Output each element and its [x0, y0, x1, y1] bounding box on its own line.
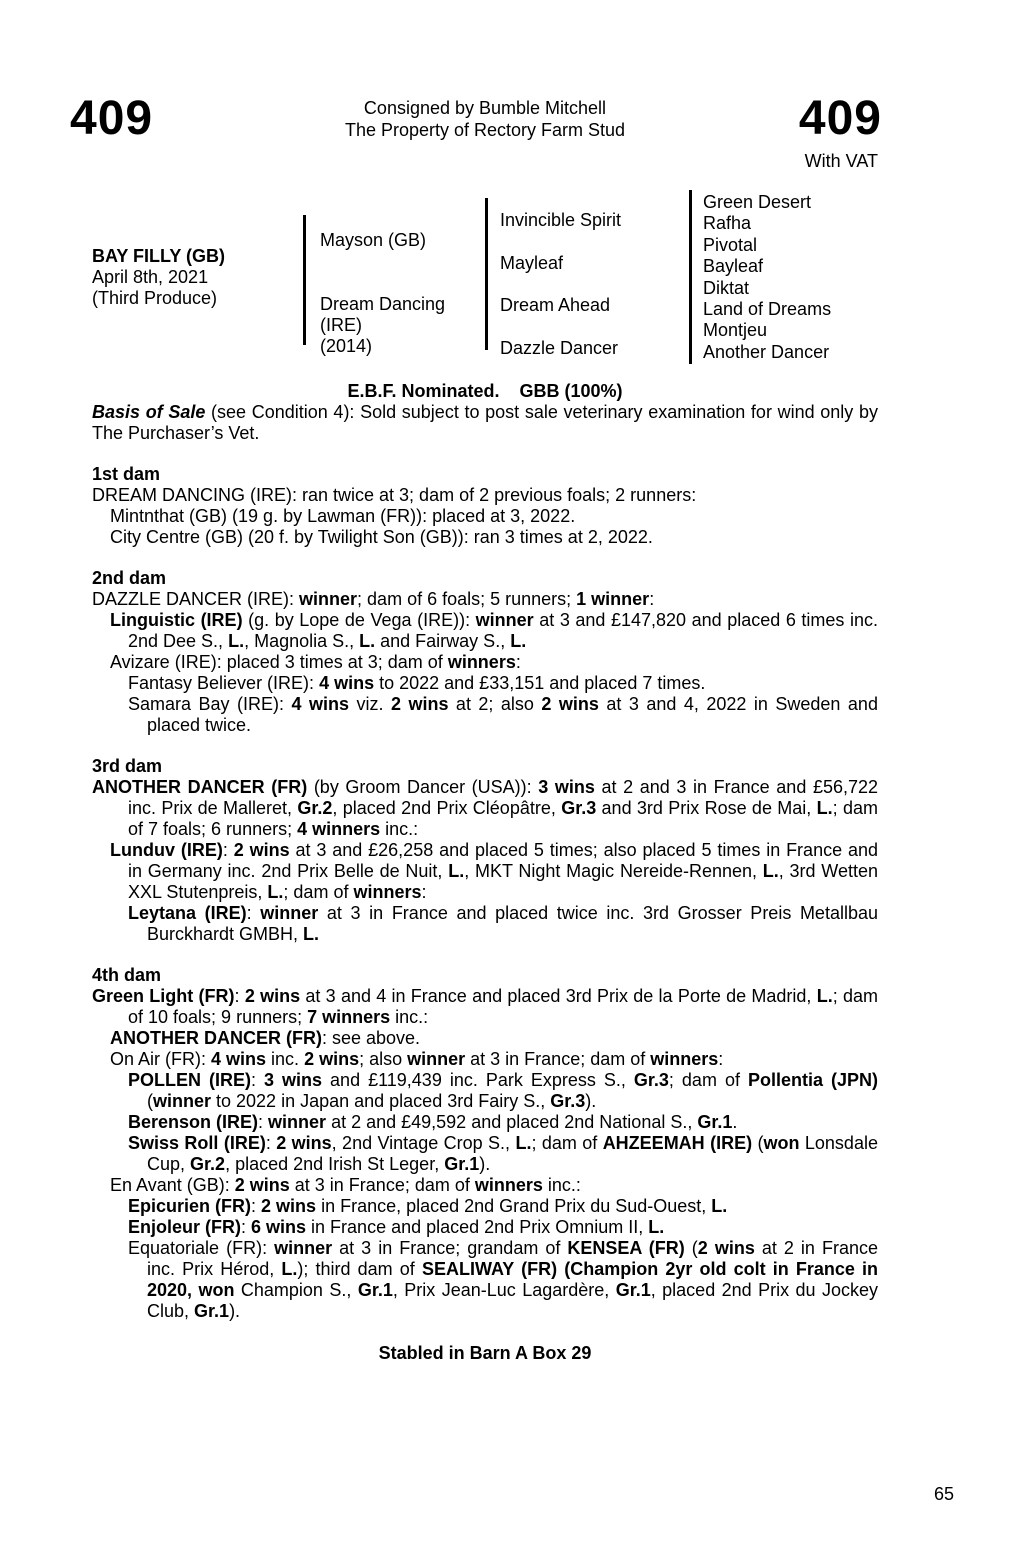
plain-text: . [732, 1112, 738, 1132]
emphasized-text: 2 wins [261, 1196, 317, 1216]
pedigree-paragraph [92, 1070, 878, 1112]
plain-text: at 3 in France; dam of [289, 1175, 475, 1195]
emphasized-text: winners [474, 1175, 543, 1195]
pedigree-paragraph [92, 1238, 878, 1322]
emphasized-text: L. [267, 882, 284, 902]
dam-section-heading: 1st dam [92, 464, 161, 484]
emphasized-text: L. [762, 861, 779, 881]
dam-section-heading: 3rd dam [92, 756, 163, 776]
emphasized-text: 2 wins [304, 1049, 360, 1069]
dam-sections [92, 464, 878, 1322]
plain-text: ; dam of [531, 1133, 603, 1153]
pedigree-paragraph [92, 903, 878, 945]
emphasized-text: winner [299, 589, 358, 609]
dam-name-line: Dream Dancing [320, 294, 446, 314]
plain-text: DAZZLE DANCER (IRE): [92, 589, 300, 609]
pedigree-paragraph [92, 485, 878, 506]
pedigree-paragraph [92, 694, 878, 736]
plain-text: inc. [266, 1049, 305, 1069]
emphasized-text: Swiss Roll (IRE) [128, 1133, 266, 1153]
emphasized-text: 2 wins [276, 1133, 332, 1153]
plain-text: viz. [348, 694, 391, 714]
plain-text: , placed 2nd Prix du Jockey Club, [147, 1280, 879, 1321]
emphasized-text: 2 wins [541, 694, 599, 714]
grandparent-name: Dream Ahead [500, 295, 611, 316]
plain-text: : [234, 986, 245, 1006]
pedigree-paragraph [92, 652, 878, 673]
pedigree-divider-2 [485, 198, 488, 350]
emphasized-text: Green Light (FR) [92, 986, 235, 1006]
vat-note: With VAT [804, 151, 878, 171]
great-grandparent-name: Land of Dreams [703, 299, 832, 320]
emphasized-text: Gr.2 [297, 798, 333, 818]
plain-text: ; dam of 6 foals; 5 runners; [357, 589, 577, 609]
pedigree-paragraph [92, 1175, 878, 1196]
emphasized-text: L. [303, 924, 320, 944]
property-of-line: The Property of Rectory Farm Stud [344, 120, 626, 140]
plain-text: at 2 in France inc. Prix Hérod, [147, 1238, 878, 1279]
plain-text: ); third dam of [297, 1259, 422, 1279]
plain-text: at 3 in France and placed twice inc. 3rd Grosser Preis Metallbau Burckhardt GMBH, [147, 903, 878, 944]
plain-text: : see above. [321, 1028, 421, 1048]
emphasized-text: Gr.2 [190, 1154, 226, 1174]
pedigree-divider-1 [303, 215, 306, 345]
plain-text: ( [684, 1238, 698, 1258]
great-grandparent-name: Bayleaf [703, 256, 764, 277]
emphasized-text: Gr.1 [697, 1112, 733, 1132]
lot-number-left: 409 [70, 92, 154, 145]
plain-text: : [251, 1070, 265, 1090]
emphasized-text: winners [447, 652, 516, 672]
plain-text: ; dam of 7 foals; 6 runners; [128, 798, 878, 839]
emphasized-text: L. [510, 631, 527, 651]
emphasized-text: won [763, 1133, 800, 1153]
plain-text: to 2022 and £33,151 and placed 7 times. [374, 673, 706, 693]
dam-name-line: (IRE) [320, 315, 362, 335]
plain-text: ). [479, 1154, 491, 1174]
plain-text: at 3 and £147,820 and placed 6 times inc. 2nd Dee S., [128, 610, 878, 651]
grandparents-column [500, 199, 621, 370]
pedigree-paragraph [92, 1028, 878, 1049]
emphasized-text: 2 wins [234, 1175, 290, 1195]
great-grandparent-name: Green Desert [703, 192, 812, 212]
plain-text: Avizare (IRE): placed 3 times at 3; dam of [110, 652, 448, 672]
plain-text: ; dam of 10 foals; 9 runners; [128, 986, 878, 1027]
pedigree-paragraph [92, 777, 878, 840]
emphasized-text: L. [711, 1196, 728, 1216]
pedigree-paragraph [92, 986, 878, 1028]
emphasized-text: L. [228, 631, 245, 651]
emphasized-text: Leytana (IRE) [128, 903, 247, 923]
pedigree-table [92, 190, 878, 368]
emphasized-text: L. [816, 798, 833, 818]
grandparent-name: Invincible Spirit [500, 210, 622, 230]
pedigree-paragraph [92, 1133, 878, 1175]
plain-text: Equatoriale (FR): [128, 1238, 275, 1258]
page-number: 65 [933, 1484, 954, 1504]
plain-text: at 3 and £26,258 and placed 5 times; also placed 5 times in France and in Germany inc. 2nd Prix Belle de Nuit, [128, 840, 878, 881]
plain-text: : [222, 840, 234, 860]
emphasized-text: winner [274, 1238, 333, 1258]
emphasized-text: Gr.3 [561, 798, 597, 818]
plain-text: : [251, 1196, 262, 1216]
pedigree-paragraph [92, 1049, 878, 1070]
emphasized-text: Berenson (IRE) [128, 1112, 259, 1132]
emphasized-text: 2 wins [390, 694, 449, 714]
consignor-block [345, 97, 625, 141]
pedigree-paragraph [92, 1112, 878, 1133]
plain-text: to 2022 in Japan and placed 3rd Fairy S., [211, 1091, 551, 1111]
emphasized-text: winner [268, 1112, 327, 1132]
dam-name-line: (2014) [320, 336, 373, 356]
emphasized-text: Gr.3 [633, 1070, 669, 1090]
emphasized-text: L. [515, 1133, 532, 1153]
plain-text: ). [229, 1301, 241, 1321]
great-grandparent-name: Pivotal [703, 234, 758, 255]
great-grandparent-name: Diktat [703, 277, 750, 298]
plain-text: at 3 and 4, 2022 in Sweden and placed twice. [147, 694, 878, 735]
catalogue-content [92, 190, 878, 1364]
plain-text: : [258, 1112, 269, 1132]
emphasized-text: Linguistic (IRE) [110, 610, 243, 630]
pedigree-paragraph [92, 840, 878, 903]
pedigree-paragraph [92, 589, 878, 610]
great-grandparent-name: Rafha [703, 213, 752, 234]
subject-horse-block [92, 246, 225, 309]
plain-text: : [241, 1217, 252, 1237]
plain-text: in France and placed 2nd Prix Omnium II, [306, 1217, 649, 1237]
plain-text: Samara Bay (IRE): [128, 694, 292, 714]
plain-text: and £119,439 inc. Park Express S., [322, 1070, 634, 1090]
plain-text: : [649, 589, 655, 609]
basis-of-sale-label: Basis of Sale [92, 402, 206, 422]
emphasized-text: winner [407, 1049, 466, 1069]
pedigree-paragraph [92, 1196, 878, 1217]
emphasized-text: POLLEN (IRE) [128, 1070, 251, 1090]
emphasized-text: 4 winners [297, 819, 381, 839]
emphasized-text: 1 winner [576, 589, 650, 609]
emphasized-text: winner [475, 610, 534, 630]
plain-text: En Avant (GB): [110, 1175, 235, 1195]
emphasized-text: AHZEEMAH (IRE) [602, 1133, 753, 1153]
pedigree-paragraph [92, 673, 878, 694]
emphasized-text: 3 wins [264, 1070, 323, 1090]
emphasized-text: 3 wins [538, 777, 595, 797]
emphasized-text: ANOTHER DANCER (FR) [110, 1028, 322, 1048]
plain-text: at 3 in France; dam of [465, 1049, 651, 1069]
emphasized-text: L. [448, 861, 465, 881]
plain-text: Mintnthat (GB) (19 g. by Lawman (FR)): placed at 3, 2022. [110, 506, 576, 526]
plain-text: at 2 and 3 in France and £56,722 inc. Prix de Malleret, [128, 777, 879, 818]
plain-text: ( [147, 1091, 153, 1111]
ebf-nomination-line: E.B.F. Nominated. GBB (100%) [347, 381, 623, 401]
emphasized-text: Gr.1 [357, 1280, 393, 1300]
emphasized-text: 4 wins [211, 1049, 267, 1069]
plain-text: : [265, 1133, 277, 1153]
dam-section-heading: 2nd dam [92, 568, 167, 588]
consigned-by-line: Consigned by Bumble Mitchell [363, 98, 607, 118]
plain-text: and 3rd Prix Rose de Mai, [596, 798, 817, 818]
great-grandparent-name: Another Dancer [703, 341, 830, 362]
grandparent-name: Dazzle Dancer [500, 338, 619, 359]
plain-text: ). [585, 1091, 597, 1111]
pedigree-paragraph [92, 1217, 878, 1238]
plain-text: City Centre (GB) (20 f. by Twilight Son (GB)): ran 3 times at 2, 2022. [110, 527, 653, 547]
emphasized-text: KENSEA (FR) [567, 1238, 685, 1258]
pedigree-paragraph [92, 527, 878, 548]
plain-text: , placed 2nd Prix Cléopâtre, [332, 798, 562, 818]
emphasized-text: L. [648, 1217, 665, 1237]
emphasized-text: 2 wins [244, 986, 301, 1006]
emphasized-text: Lunduv (IRE) [110, 840, 223, 860]
plain-text: : [421, 882, 427, 902]
emphasized-text: 4 wins [319, 673, 375, 693]
plain-text: : [515, 652, 521, 672]
emphasized-text: winners [650, 1049, 719, 1069]
emphasized-text: Gr.1 [615, 1280, 651, 1300]
plain-text: at 3 and 4 in France and placed 3rd Prix de la Porte de Madrid, [300, 986, 817, 1006]
plain-text: , Magnolia S., [244, 631, 360, 651]
pedigree-paragraph [92, 610, 878, 652]
emphasized-text: ANOTHER DANCER (FR) [92, 777, 308, 797]
plain-text: at 2 and £49,592 and placed 2nd National S., [326, 1112, 698, 1132]
plain-text: ( [752, 1133, 764, 1153]
plain-text: , Prix Jean-Luc Lagardère, [392, 1280, 616, 1300]
emphasized-text: L. [359, 631, 376, 651]
grandparent-name: Mayleaf [500, 252, 564, 273]
plain-text: : [246, 903, 261, 923]
emphasized-text: winners [353, 882, 422, 902]
plain-text: Lonsdale Cup, [147, 1133, 878, 1174]
sire-name: Mayson (GB) [320, 230, 427, 250]
emphasized-text: 6 wins [251, 1217, 307, 1237]
emphasized-text: 4 wins [291, 694, 349, 714]
plain-text: , placed 2nd Irish St Leger, [225, 1154, 445, 1174]
great-grandparent-name: Montjeu [703, 320, 768, 341]
plain-text: ; also [359, 1049, 408, 1069]
basis-of-sale-text: (see Condition 4): Sold subject to post sale veterinary examination for wind only by The Purchaser’s Vet. [92, 402, 878, 443]
lot-number-right: 409 [798, 92, 882, 145]
emphasized-text: Epicurien (FR) [128, 1196, 252, 1216]
subject-produce-note: (Third Produce) [92, 288, 218, 308]
plain-text: ; dam of [668, 1070, 748, 1090]
emphasized-text: SEALIWAY (FR) [421, 1259, 558, 1279]
pedigree-paragraph [92, 506, 878, 527]
plain-text: and Fairway S., [375, 631, 511, 651]
plain-text: On Air (FR): [110, 1049, 212, 1069]
emphasized-text: winner [153, 1091, 212, 1111]
emphasized-text: Enjoleur (FR) [128, 1217, 241, 1237]
emphasized-text: 2 wins [697, 1238, 755, 1258]
plain-text: ; dam of [283, 882, 354, 902]
subject-foaling-date: April 8th, 2021 [92, 267, 209, 287]
stabled-note: Stabled in Barn A Box 29 [378, 1343, 592, 1363]
emphasized-text: Gr.1 [444, 1154, 480, 1174]
emphasized-text: Gr.3 [550, 1091, 586, 1111]
basis-of-sale [92, 402, 878, 444]
plain-text: (by Groom Dancer (USA)): [307, 777, 539, 797]
emphasized-text: Gr.1 [194, 1301, 230, 1321]
pedigree-divider-3 [689, 190, 692, 364]
dam-section-heading: 4th dam [92, 965, 162, 985]
plain-text: inc.: [390, 1007, 429, 1027]
plain-text: at 3 in France; grandam of [332, 1238, 568, 1258]
plain-text: (g. by Lope de Vega (IRE)): [242, 610, 476, 630]
plain-text: DREAM DANCING (IRE): ran twice at 3; dam of 2 previous foals; 2 runners: [92, 485, 697, 505]
great-grandparents-column [703, 192, 831, 363]
emphasized-text: L. [816, 986, 833, 1006]
plain-text: : [718, 1049, 724, 1069]
emphasized-text: winner [260, 903, 319, 923]
plain-text: Champion S., [234, 1280, 358, 1300]
plain-text: inc.: [380, 819, 419, 839]
plain-text: in France, placed 2nd Grand Prix du Sud-Ouest, [316, 1196, 712, 1216]
emphasized-text: 2 wins [233, 840, 290, 860]
plain-text: at 2; also [448, 694, 542, 714]
plain-text: Fantasy Believer (IRE): [128, 673, 320, 693]
plain-text: , MKT Night Magic Nereide-Rennen, [464, 861, 763, 881]
plain-text: , 2nd Vintage Crop S., [331, 1133, 516, 1153]
subject-horse-name: BAY FILLY (GB) [92, 246, 226, 266]
plain-text: inc.: [542, 1175, 581, 1195]
emphasized-text: Pollentia (JPN) [747, 1070, 878, 1090]
emphasized-text: 7 winners [307, 1007, 391, 1027]
emphasized-text: L. [281, 1259, 298, 1279]
plain-text: , 3rd Wetten XXL Stutenpreis, [128, 861, 879, 902]
dam-name-block [320, 294, 445, 357]
emphasized-text: (Champion 2yr old colt in France in 2020, won [147, 1259, 878, 1300]
